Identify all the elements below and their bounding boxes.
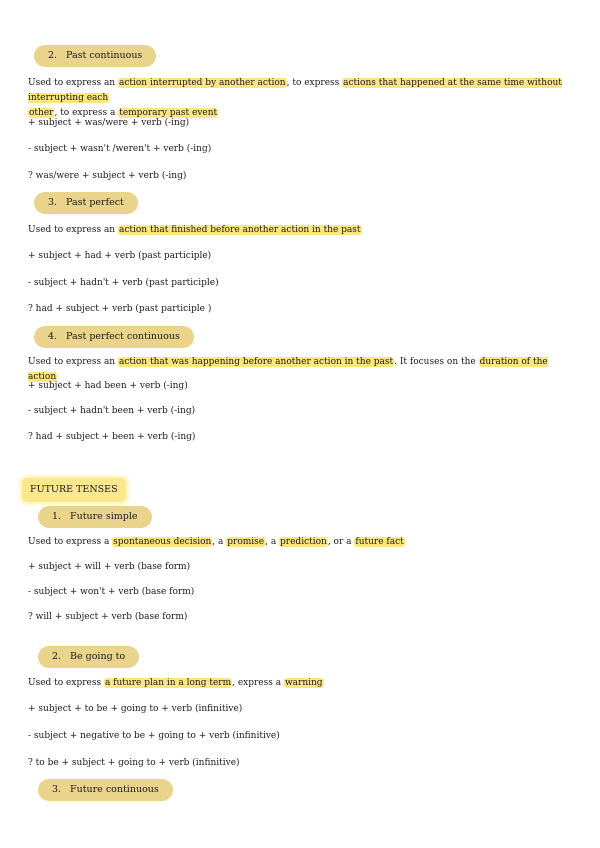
highlighted-phrase: temporary past event xyxy=(119,108,218,118)
formula-question: ? will + subject + verb (base form) xyxy=(28,612,188,622)
formula-negative: - subject + hadn't + verb (past participle) xyxy=(28,278,219,288)
definition-text: Used to express an xyxy=(28,357,118,367)
section-number: 2. xyxy=(48,50,58,61)
formula-affirmative: + subject + had + verb (past participle) xyxy=(28,251,212,261)
definition-be-going-to xyxy=(28,676,568,691)
formula-question: ? was/were + subject + verb (-ing) xyxy=(28,171,187,181)
section-heading-past-perfect xyxy=(34,192,138,214)
section-title: Future simple xyxy=(70,511,138,522)
section-title: Past perfect continuous xyxy=(66,331,180,342)
section-heading-past-perfect-continuous xyxy=(34,326,194,348)
formula-negative: - subject + hadn't been + verb (-ing) xyxy=(28,406,196,416)
highlighted-phrase: a future plan in a long term xyxy=(104,678,232,688)
section-number: 3. xyxy=(52,784,62,795)
section-heading-be-going-to xyxy=(38,646,139,668)
section-title: Past perfect xyxy=(66,197,124,208)
formula-negative: - subject + won't + verb (base form) xyxy=(28,587,195,597)
definition-text: , to express a xyxy=(54,108,119,118)
formula-affirmative: + subject + was/were + verb (-ing) xyxy=(28,118,190,128)
section-title: Past continuous xyxy=(66,50,143,61)
future-tenses-heading: FUTURE TENSES xyxy=(22,478,126,502)
highlighted-phrase: duration of the action xyxy=(28,357,548,382)
formula-negative: - subject + negative to be + going to + verb (infinitive) xyxy=(28,731,280,741)
definition-text: , a xyxy=(212,537,227,547)
formula-affirmative: + subject + to be + going to + verb (infinitive) xyxy=(28,704,243,714)
definition-past-continuous xyxy=(28,76,568,121)
definition-text: Used to express xyxy=(28,678,104,688)
section-number: 2. xyxy=(52,651,62,662)
formula-affirmative: + subject + had been + verb (-ing) xyxy=(28,381,188,391)
highlighted-phrase: action interrupted by another action xyxy=(118,78,286,88)
definition-text: Used to express an xyxy=(28,78,118,88)
highlighted-phrase: action that finished before another action in the past xyxy=(118,225,361,235)
highlighted-phrase: prediction xyxy=(280,537,327,547)
formula-negative: - subject + wasn't /weren't + verb (-ing) xyxy=(28,144,212,154)
section-title: Future continuous xyxy=(70,784,159,795)
definition-text: , or a xyxy=(327,537,355,547)
definition-text: , express a xyxy=(232,678,284,688)
highlighted-phrase: actions that happened at the same time without interrupting each xyxy=(28,78,562,103)
definition-text: , to express xyxy=(286,78,343,88)
highlighted-phrase: warning xyxy=(284,678,323,688)
formula-affirmative: + subject + will + verb (base form) xyxy=(28,562,191,572)
section-heading-future-continuous xyxy=(38,779,173,801)
definition-text: , a xyxy=(265,537,280,547)
section-number: 3. xyxy=(48,197,58,208)
highlighted-phrase: spontaneous decision xyxy=(113,537,212,547)
definition-text: Used to express a xyxy=(28,537,113,547)
definition-text: . It focuses on the xyxy=(394,357,479,367)
section-heading-future-simple xyxy=(38,506,152,528)
section-number: 4. xyxy=(48,331,58,342)
highlighted-phrase: action that was happening before another action in the past xyxy=(118,357,394,367)
definition-past-perfect xyxy=(28,223,568,238)
section-heading-past-continuous xyxy=(34,45,156,67)
definition-text: Used to express an xyxy=(28,225,118,235)
highlighted-phrase: future fact xyxy=(355,537,404,547)
formula-question: ? had + subject + been + verb (-ing) xyxy=(28,432,196,442)
highlighted-phrase: other xyxy=(29,108,54,118)
section-number: 1. xyxy=(52,511,62,522)
section-title: Be going to xyxy=(70,651,126,662)
formula-question: ? had + subject + verb (past participle ) xyxy=(28,304,212,314)
highlighted-phrase: promise xyxy=(227,537,265,547)
formula-question: ? to be + subject + going to + verb (infinitive) xyxy=(28,758,240,768)
definition-future-simple xyxy=(28,535,568,550)
